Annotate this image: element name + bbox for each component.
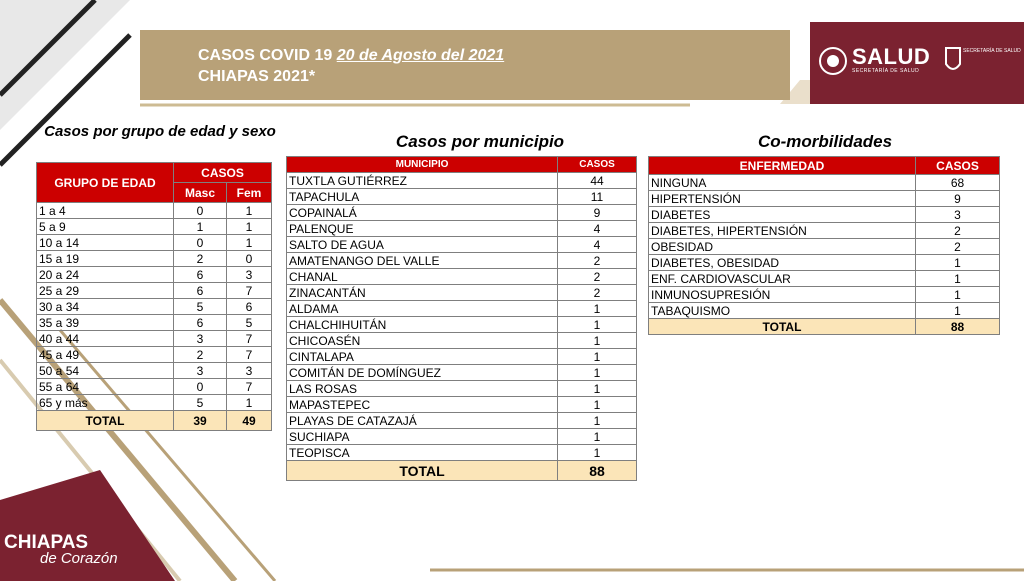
municipio-cell: CHALCHIHUITÁN (287, 317, 558, 333)
table-row (287, 173, 637, 189)
age-group-cell: 1 a 4 (37, 203, 174, 219)
municipio-cell: COPAINALÁ (287, 205, 558, 221)
municipio-cases-cell: 1 (558, 445, 637, 461)
table-row (37, 315, 272, 331)
enfermedad-cell: DIABETES, OBESIDAD (649, 255, 916, 271)
municipio-cell: CHANAL (287, 269, 558, 285)
age-group-cell: 5 a 9 (37, 219, 174, 235)
municipio-cases-header: CASOS (558, 157, 637, 173)
table-row (37, 235, 272, 251)
table-row (649, 303, 1000, 319)
corazon-logo-text: de Corazón (40, 550, 118, 567)
secretaria-logo-text: SECRETARÍA DE SALUD (963, 48, 1021, 54)
age-table (36, 162, 272, 431)
enfermedad-cell: OBESIDAD (649, 239, 916, 255)
age-total-label: TOTAL (37, 411, 174, 431)
eagle-seal-icon (818, 46, 848, 76)
age-group-cell: 50 a 54 (37, 363, 174, 379)
age-table-title: Casos por grupo de edad y sexo (44, 123, 276, 140)
table-row (37, 283, 272, 299)
age-group-cell: 35 a 39 (37, 315, 174, 331)
table-row (649, 223, 1000, 239)
chiapas-logo-text: CHIAPAS (4, 532, 89, 553)
fem-header: Fem (227, 183, 272, 203)
table-row (37, 251, 272, 267)
enfermedad-cell: NINGUNA (649, 175, 916, 191)
masc-cell: 6 (174, 283, 227, 299)
fem-cell: 3 (227, 267, 272, 283)
fem-cell: 1 (227, 219, 272, 235)
enfermedad-cell: DIABETES (649, 207, 916, 223)
table-row (287, 445, 637, 461)
table-row (287, 333, 637, 349)
table-row (649, 175, 1000, 191)
comorbidity-cases-cell: 2 (916, 239, 1000, 255)
table-row (287, 189, 637, 205)
table-row (287, 253, 637, 269)
age-cases-header: CASOS (174, 163, 272, 183)
table-row (287, 301, 637, 317)
table-row (649, 287, 1000, 303)
table-row (37, 363, 272, 379)
municipio-cases-cell: 1 (558, 413, 637, 429)
municipio-cases-cell: 4 (558, 237, 637, 253)
table-row (287, 221, 637, 237)
municipio-cases-cell: 44 (558, 173, 637, 189)
municipio-cell: CHICOASÉN (287, 333, 558, 349)
table-row (287, 413, 637, 429)
enfermedad-cell: INMUNOSUPRESIÓN (649, 287, 916, 303)
fem-cell: 3 (227, 363, 272, 379)
comorbidity-cases-cell: 2 (916, 223, 1000, 239)
table-row (287, 397, 637, 413)
table-row (287, 285, 637, 301)
enfermedad-cell: ENF. CARDIOVASCULAR (649, 271, 916, 287)
table-row (287, 429, 637, 445)
enfermedad-cell: DIABETES, HIPERTENSIÓN (649, 223, 916, 239)
enfermedad-cell: HIPERTENSIÓN (649, 191, 916, 207)
table-row (287, 381, 637, 397)
masc-header: Masc (174, 183, 227, 203)
table-row (37, 219, 272, 235)
municipio-cell: ZINACANTÁN (287, 285, 558, 301)
age-group-cell: 10 a 14 (37, 235, 174, 251)
comorbidity-cases-cell: 1 (916, 271, 1000, 287)
header-title (198, 45, 504, 87)
municipio-cell: TAPACHULA (287, 189, 558, 205)
municipio-cases-cell: 1 (558, 397, 637, 413)
comorbidity-total-label: TOTAL (649, 319, 916, 335)
municipio-cell: TUXTLA GUTIÉRREZ (287, 173, 558, 189)
table-row (37, 395, 272, 411)
table-row (37, 331, 272, 347)
comorbidity-cases-cell: 1 (916, 303, 1000, 319)
table-row (287, 205, 637, 221)
fem-cell: 1 (227, 395, 272, 411)
fem-cell: 7 (227, 347, 272, 363)
municipio-cases-cell: 4 (558, 221, 637, 237)
municipio-cases-cell: 11 (558, 189, 637, 205)
municipio-cell: LAS ROSAS (287, 381, 558, 397)
comorbidity-cases-cell: 1 (916, 287, 1000, 303)
age-group-cell: 25 a 29 (37, 283, 174, 299)
table-row (37, 203, 272, 219)
municipio-cell: TEOPISCA (287, 445, 558, 461)
table-row (287, 237, 637, 253)
chiapas-shield-icon (944, 46, 962, 76)
municipio-cell: SALTO DE AGUA (287, 237, 558, 253)
top-left-corner-shape (0, 0, 130, 130)
table-row (37, 299, 272, 315)
table-row (649, 271, 1000, 287)
municipio-total-value: 88 (558, 461, 637, 481)
enfermedad-header: ENFERMEDAD (649, 157, 916, 175)
table-row (287, 269, 637, 285)
municipio-cases-cell: 9 (558, 205, 637, 221)
masc-cell: 0 (174, 235, 227, 251)
municipio-cell: CINTALAPA (287, 349, 558, 365)
comorbidity-cases-cell: 68 (916, 175, 1000, 191)
municipio-cases-cell: 1 (558, 333, 637, 349)
age-group-cell: 40 a 44 (37, 331, 174, 347)
age-total-masc: 39 (174, 411, 227, 431)
age-group-cell: 30 a 34 (37, 299, 174, 315)
municipio-cases-cell: 1 (558, 317, 637, 333)
table-row (649, 207, 1000, 223)
age-group-header: GRUPO DE EDAD (37, 163, 174, 203)
masc-cell: 5 (174, 395, 227, 411)
table-row (649, 255, 1000, 271)
table-row (287, 317, 637, 333)
salud-logo-subtitle: SECRETARÍA DE SALUD (852, 68, 920, 74)
masc-cell: 0 (174, 203, 227, 219)
municipio-cell: SUCHIAPA (287, 429, 558, 445)
municipio-cell: PALENQUE (287, 221, 558, 237)
municipio-cases-cell: 2 (558, 285, 637, 301)
table-row (37, 379, 272, 395)
masc-cell: 5 (174, 299, 227, 315)
municipio-cases-cell: 1 (558, 349, 637, 365)
municipio-table-title: Casos por municipio (395, 132, 565, 151)
comorbidity-cases-cell: 9 (916, 191, 1000, 207)
municipio-table (286, 156, 637, 481)
comorbidity-table-title: Co-morbilidades (757, 132, 893, 151)
comorbidity-total-value: 88 (916, 319, 1000, 335)
masc-cell: 6 (174, 267, 227, 283)
municipio-header: MUNICIPIO (287, 157, 558, 173)
age-group-cell: 15 a 19 (37, 251, 174, 267)
age-total-fem: 49 (227, 411, 272, 431)
masc-cell: 1 (174, 219, 227, 235)
table-row (287, 349, 637, 365)
municipio-cases-cell: 1 (558, 381, 637, 397)
municipio-cell: MAPASTEPEC (287, 397, 558, 413)
municipio-total-label: TOTAL (287, 461, 558, 481)
header-prefix: CASOS COVID 19 (198, 47, 333, 64)
table-row (287, 365, 637, 381)
fem-cell: 6 (227, 299, 272, 315)
masc-cell: 6 (174, 315, 227, 331)
masc-cell: 3 (174, 363, 227, 379)
municipio-cases-cell: 1 (558, 301, 637, 317)
table-row (37, 347, 272, 363)
municipio-cases-cell: 1 (558, 365, 637, 381)
fem-cell: 7 (227, 283, 272, 299)
comorbidity-cases-cell: 1 (916, 255, 1000, 271)
table-row (37, 267, 272, 283)
age-group-cell: 45 a 49 (37, 347, 174, 363)
age-group-cell: 55 a 64 (37, 379, 174, 395)
masc-cell: 2 (174, 251, 227, 267)
salud-logo-text: SALUD (852, 44, 931, 69)
masc-cell: 0 (174, 379, 227, 395)
municipio-cases-cell: 2 (558, 269, 637, 285)
fem-cell: 7 (227, 379, 272, 395)
table-row (649, 239, 1000, 255)
comorbidity-cases-header: CASOS (916, 157, 1000, 175)
header-date: 20 de Agosto del 2021 (336, 47, 505, 64)
age-group-cell: 65 y más (37, 395, 174, 411)
table-row (649, 191, 1000, 207)
comorbidity-table (648, 156, 1000, 335)
fem-cell: 1 (227, 203, 272, 219)
municipio-cell: COMITÁN DE DOMÍNGUEZ (287, 365, 558, 381)
fem-cell: 1 (227, 235, 272, 251)
municipio-cell: ALDAMA (287, 301, 558, 317)
municipio-cases-cell: 1 (558, 429, 637, 445)
fem-cell: 5 (227, 315, 272, 331)
age-group-cell: 20 a 24 (37, 267, 174, 283)
municipio-cell: PLAYAS DE CATAZAJÁ (287, 413, 558, 429)
masc-cell: 3 (174, 331, 227, 347)
header-subtitle: CHIAPAS 2021* (198, 68, 316, 85)
masc-cell: 2 (174, 347, 227, 363)
fem-cell: 7 (227, 331, 272, 347)
enfermedad-cell: TABAQUISMO (649, 303, 916, 319)
municipio-cases-cell: 2 (558, 253, 637, 269)
comorbidity-cases-cell: 3 (916, 207, 1000, 223)
municipio-cell: AMATENANGO DEL VALLE (287, 253, 558, 269)
fem-cell: 0 (227, 251, 272, 267)
